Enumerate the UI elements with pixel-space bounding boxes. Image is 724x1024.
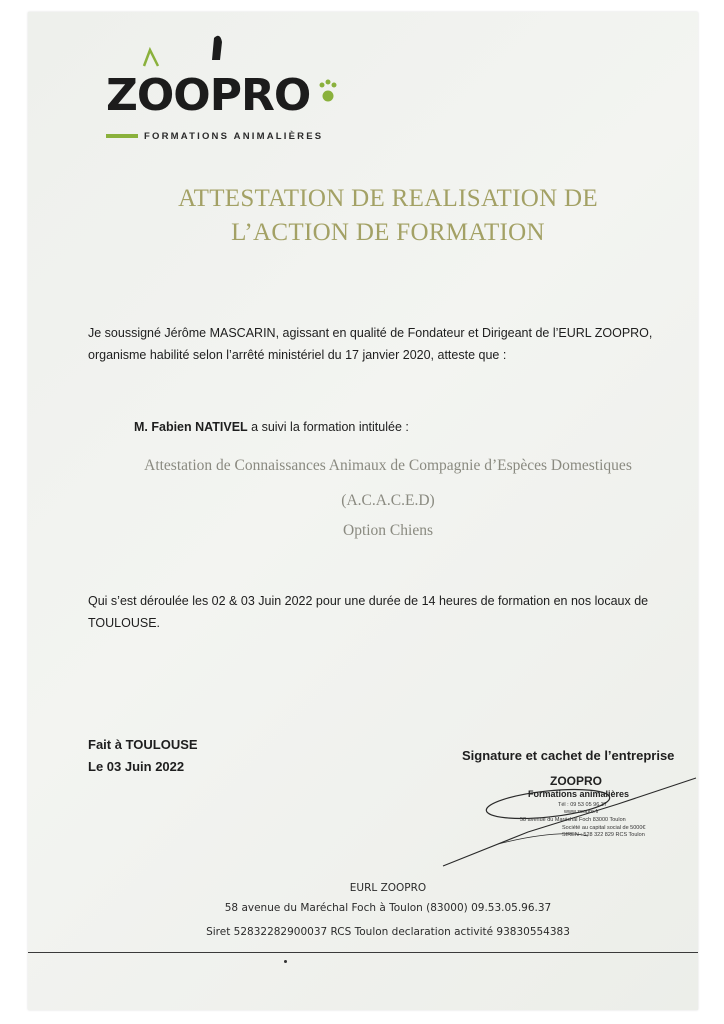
footer-address: 58 avenue du Maréchal Foch à Toulon (83000) 09.53.05.96.37 bbox=[224, 902, 552, 914]
logo-wordmark: ZOOPRO bbox=[106, 70, 311, 121]
session-paragraph bbox=[88, 590, 698, 634]
place-and-date bbox=[88, 734, 198, 778]
stamp-address: 58 avenue du Maréchal Foch 83000 Toulon bbox=[520, 817, 626, 823]
footer-divider bbox=[28, 952, 698, 953]
company-stamp bbox=[438, 774, 708, 869]
intro-line-1: Je soussigné Jérôme MASCARIN, agissant en qualité de Fondateur et Dirigeant de l’EURL ZOOPRO, bbox=[88, 326, 653, 340]
course-option: Option Chiens bbox=[343, 522, 433, 539]
trainee-prefix: M. bbox=[134, 420, 152, 434]
title-line-1: ATTESTATION DE REALISATION DE bbox=[178, 185, 598, 212]
stamp-web: www.zoopro.fr bbox=[564, 809, 599, 815]
footer-registration: Siret 52832282900037 RCS Toulon declaration activité 93830554383 bbox=[206, 926, 570, 938]
trainee-line bbox=[134, 416, 409, 438]
certificate-page bbox=[28, 12, 698, 1010]
course-title: Attestation de Connaissances Animaux de Compagnie d’Espèces Domestiques bbox=[144, 457, 632, 474]
issue-place: Fait à TOULOUSE bbox=[88, 737, 198, 752]
intro-paragraph bbox=[88, 322, 698, 366]
signature-label: Signature et cachet de l’entreprise bbox=[462, 748, 675, 763]
course-acronym: (A.C.A.C.E.D) bbox=[341, 492, 435, 509]
trainee-name: Fabien NATIVEL bbox=[151, 420, 248, 434]
session-line-1: Qui s’est déroulée les 02 & 03 Juin 2022 pour une durée de 14 heures de formation en nos locaux de bbox=[88, 594, 649, 608]
zoopro-logo bbox=[102, 32, 342, 142]
issue-date: Le 03 Juin 2022 bbox=[88, 759, 185, 774]
stamp-capital: Société au capital social de 5000€ bbox=[562, 825, 646, 831]
document-title bbox=[88, 182, 688, 250]
stamp-subtitle: Formations animalières bbox=[528, 789, 630, 799]
footer-dot bbox=[284, 960, 287, 963]
title-line-2: L’ACTION DE FORMATION bbox=[231, 219, 545, 246]
session-line-2: TOULOUSE. bbox=[88, 616, 161, 630]
stamp-tel: Tél : 09 53 05 96 37 bbox=[558, 802, 607, 808]
intro-line-2: organisme habilité selon l’arrêté ministériel du 17 janvier 2020, atteste que : bbox=[88, 348, 507, 362]
footer-company: EURL ZOOPRO bbox=[349, 882, 427, 894]
trainee-suffix: a suivi la formation intitulée : bbox=[247, 420, 409, 434]
logo-accent-bar bbox=[106, 134, 138, 138]
logo-tagline: FORMATIONS ANIMALIÈRES bbox=[144, 131, 324, 142]
stamp-name: ZOOPRO bbox=[550, 774, 603, 788]
stamp-siren: SIREN : 528 322 829 RCS Toulon bbox=[562, 832, 645, 838]
